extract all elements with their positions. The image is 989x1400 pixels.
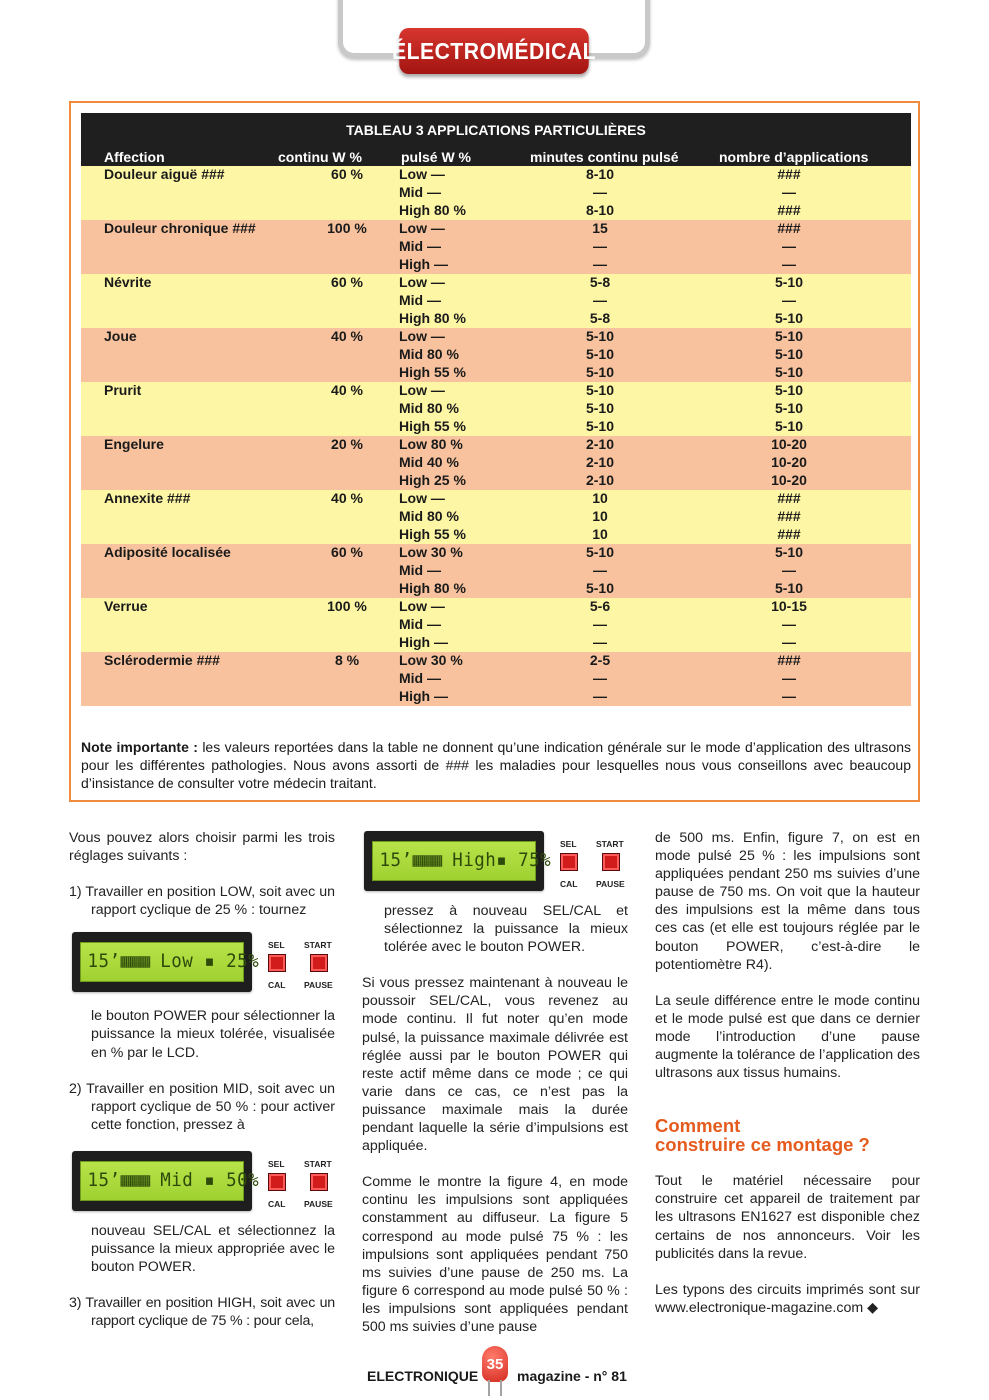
minutes-cell: 2-10 <box>585 436 615 452</box>
led-pin-icon <box>500 1380 502 1396</box>
table-row <box>81 166 911 184</box>
table-box <box>69 101 920 802</box>
bargraph-icon: ▦▦▦ <box>120 1169 150 1191</box>
nombre-cell: ### <box>777 526 801 542</box>
minutes-cell: — <box>593 238 607 254</box>
table-row <box>81 328 911 346</box>
paragraph: 1) Travailler en position LOW, soit avec un rapport cyclique de 25 % : tournez <box>69 884 335 919</box>
table-row <box>81 400 911 418</box>
nombre-cell: — <box>782 238 796 254</box>
table-row <box>81 238 911 256</box>
lcd-screen: 15’▦▦▦ Mid ▪ 50% <box>80 1161 244 1201</box>
pulse-cell: Mid 80 % <box>399 346 459 362</box>
minutes-cell: — <box>593 616 607 632</box>
minutes-cell: 2-10 <box>585 454 615 470</box>
bargraph-icon: ▦▦▦ <box>120 950 150 972</box>
affection-cell: Joue <box>104 328 137 344</box>
nombre-cell: 5-10 <box>774 346 804 362</box>
start-pause-button[interactable] <box>310 954 328 972</box>
minutes-cell: 8-10 <box>585 166 615 182</box>
nombre-cell: 5-10 <box>774 418 804 434</box>
paragraph: 2) Travailler en position MID, soit avec un rapport cyclique de 50 % : pour activer cette fonction, pressez à <box>69 1080 335 1133</box>
minutes-cell: 5-10 <box>585 418 615 434</box>
minutes-cell: — <box>593 292 607 308</box>
nombre-cell: ### <box>777 490 801 506</box>
pulse-cell: Mid — <box>399 562 441 578</box>
button-panel <box>268 1149 342 1213</box>
cal-label: CAL <box>268 980 286 990</box>
cal-label: CAL <box>268 1199 286 1209</box>
table-row <box>81 616 911 634</box>
table-row <box>81 184 911 202</box>
minutes-cell: — <box>593 670 607 686</box>
footer-left: ELECTRONIQUE <box>367 1368 479 1384</box>
continu-cell: 100 % <box>327 598 367 614</box>
affection-cell: Prurit <box>104 382 142 398</box>
table-row <box>81 346 911 364</box>
continu-cell: 40 % <box>331 490 363 506</box>
section-title: Comment construire ce montage ? <box>655 1115 870 1156</box>
nombre-cell: 10-20 <box>771 436 807 452</box>
minutes-cell: 15 <box>592 220 608 236</box>
paragraph: 3) Travailler en position HIGH, soit avec un rapport cyclique de 75 % : pour cela, <box>69 1295 335 1330</box>
lcd-time: 15’ <box>379 849 413 871</box>
column-header: continu W % <box>278 149 362 165</box>
continu-cell: 60 % <box>331 274 363 290</box>
paragraph: Les typons des circuits imprimés sont sur www.electronique-magazine.com ◆ <box>655 1281 920 1316</box>
paragraph: La seule différence entre le mode continu et le mode pulsé est que dans ce dernier mode l’introduction d’une pause augmente la tolérance de l’application des ultrasons aux tissus humains. <box>655 992 921 1082</box>
table-group <box>81 544 911 598</box>
sel-cal-button[interactable] <box>268 1173 286 1191</box>
continu-cell: 60 % <box>331 544 363 560</box>
section-banner: ÉLECTROMÉDICAL <box>399 28 589 74</box>
lcd-display <box>72 932 260 992</box>
pulse-cell: Mid 80 % <box>399 400 459 416</box>
paragraph: Vous pouvez alors choisir parmi les trois réglages suivants : <box>69 830 335 865</box>
table-row <box>81 292 911 310</box>
minutes-cell: 5-10 <box>585 580 615 596</box>
minutes-cell: 5-10 <box>585 382 615 398</box>
nombre-cell: — <box>782 688 796 704</box>
table-title: TABLEAU 3 APPLICATIONS PARTICULIÈRES <box>81 113 911 140</box>
pulse-cell: Low — <box>399 598 445 614</box>
paragraph: le bouton POWER pour sélectionner la puissance la mieux tolérée, visualisée en % par le LCD. <box>91 1008 335 1061</box>
lcd-mode: Low <box>160 950 194 972</box>
table-row <box>81 256 911 274</box>
table-row <box>81 220 911 238</box>
text-column-2 <box>362 829 628 1336</box>
button-panel <box>268 930 342 994</box>
column-header: Affection <box>104 149 165 165</box>
affection-cell: Douleur chronique ### <box>104 220 256 236</box>
start-label: START <box>304 1159 332 1169</box>
paragraph: de 500 ms. Enfin, figure 7, on est en mode pulsé 25 % : les impulsions sont appliquées pendant 250 ms suivies d’une pause de 750 ms. On voit que la hauteur des impulsions est la même dans tous ces cas (et elle est toujours réglée par le bouton POWER, c’est-à-dire le potentiomètre R4). <box>655 830 920 973</box>
pulse-cell: Low 30 % <box>399 544 463 560</box>
minutes-cell: 8-10 <box>585 202 615 218</box>
lcd-mode: High <box>452 849 497 871</box>
table-group <box>81 166 911 220</box>
pulse-cell: Low — <box>399 328 445 344</box>
minutes-cell: 5-8 <box>589 274 611 290</box>
continu-cell: 20 % <box>331 436 363 452</box>
nombre-cell: — <box>782 670 796 686</box>
table-row <box>81 598 911 616</box>
nombre-cell: 5-10 <box>774 580 804 596</box>
table-row <box>81 544 911 562</box>
table-row <box>81 382 911 400</box>
pulse-cell: High 80 % <box>399 580 466 596</box>
pulse-cell: High 55 % <box>399 526 466 542</box>
nombre-cell: 10-20 <box>771 454 807 470</box>
nombre-cell: ### <box>777 508 801 524</box>
minutes-cell: 10 <box>592 490 608 506</box>
pulse-cell: Mid — <box>399 670 441 686</box>
pulse-cell: Mid 80 % <box>399 508 459 524</box>
column-header: pulsé W % <box>401 149 472 165</box>
affection-cell: Sclérodermie ### <box>104 652 220 668</box>
pulse-cell: High 25 % <box>399 472 466 488</box>
paragraph: nouveau SEL/CAL et sélectionnez la puissance la mieux appropriée avec le bouton POWER. <box>91 1222 335 1276</box>
led-pin-icon <box>488 1380 490 1396</box>
pulse-cell: High 55 % <box>399 364 466 380</box>
lcd-screen: 15’▦▦▦ High▪ 75% <box>372 841 536 881</box>
nombre-cell: 5-10 <box>774 364 804 380</box>
start-label: START <box>304 940 332 950</box>
affection-cell: Annexite ### <box>104 490 191 506</box>
paragraph: Si vous pressez maintenant à nouveau le poussoir SEL/CAL, vous revenez au mode continu. Il fut noter qu’en mode pulsé, la puissance maximale délivrée est réglée aussi par le bouton POWER qui reste actif même dans ce mode ; ce qui varie dans ce cas, ce n’est pas la puissance maximale mais la durée pendant laquelle la série d’impulsions est appliquée. <box>362 975 628 1155</box>
minutes-cell: 5-6 <box>589 598 611 614</box>
pulse-cell: Low — <box>399 382 445 398</box>
minutes-cell: — <box>593 562 607 578</box>
pulse-cell: Mid — <box>399 616 441 632</box>
column-header: minutes continu pulsé <box>530 149 679 165</box>
lcd-value: 75% <box>518 849 552 871</box>
table-row <box>81 508 911 526</box>
table-body <box>81 166 911 706</box>
pulse-cell: Low 30 % <box>399 652 463 668</box>
nombre-cell: 5-10 <box>774 328 804 344</box>
minutes-cell: 5-10 <box>585 346 615 362</box>
pulse-cell: Mid — <box>399 292 441 308</box>
continu-cell: 8 % <box>334 652 360 668</box>
minutes-cell: 2-10 <box>585 472 615 488</box>
column-header: nombre d’applications <box>719 149 869 165</box>
table-note <box>81 738 911 792</box>
nombre-cell: ### <box>777 220 801 236</box>
sel-cal-button[interactable] <box>268 954 286 972</box>
minutes-cell: 10 <box>592 508 608 524</box>
continu-cell: 60 % <box>331 166 363 182</box>
table-row <box>81 670 911 688</box>
pulse-cell: Mid — <box>399 184 441 200</box>
pulse-cell: High — <box>399 688 448 704</box>
nombre-cell: — <box>782 256 796 272</box>
nombre-cell: ### <box>777 166 801 182</box>
minutes-cell: 5-8 <box>589 310 611 326</box>
minutes-cell: — <box>593 184 607 200</box>
pulse-cell: Mid 40 % <box>399 454 459 470</box>
sel-label: SEL <box>268 1159 285 1169</box>
lcd-screen: 15’▦▦▦ Low ▪ 25% <box>80 942 244 982</box>
page-number: 35 <box>482 1346 508 1382</box>
note-label: Note importante : <box>81 739 198 755</box>
pulse-cell: Low — <box>399 490 445 506</box>
table-group <box>81 490 911 544</box>
table-row <box>81 634 911 652</box>
sel-label: SEL <box>268 940 285 950</box>
continu-cell: 40 % <box>331 328 363 344</box>
nombre-cell: 10-15 <box>771 598 807 614</box>
table-group <box>81 328 911 382</box>
pulse-cell: High 80 % <box>399 310 466 326</box>
table-row <box>81 436 911 454</box>
table-row <box>81 472 911 490</box>
table-row <box>81 454 911 472</box>
minutes-cell: — <box>593 688 607 704</box>
table-group <box>81 598 911 652</box>
minutes-cell: 5-10 <box>585 544 615 560</box>
pulse-cell: High 55 % <box>399 418 466 434</box>
bargraph-icon: ▦▦▦ <box>412 849 442 871</box>
nombre-cell: ### <box>777 202 801 218</box>
lcd-time: 15’ <box>87 1169 121 1191</box>
continu-cell: 40 % <box>331 382 363 398</box>
table-group <box>81 652 911 706</box>
table-row <box>81 688 911 706</box>
text-column-3 <box>655 829 920 1317</box>
lcd-display <box>72 1151 260 1211</box>
minutes-cell: 5-10 <box>585 364 615 380</box>
pause-label: PAUSE <box>596 879 625 889</box>
table-group <box>81 382 911 436</box>
table-row <box>81 418 911 436</box>
page-footer <box>367 1355 637 1388</box>
table-group <box>81 220 911 274</box>
affection-cell: Névrite <box>104 274 152 290</box>
pulse-cell: Low — <box>399 220 445 236</box>
pulse-cell: Mid — <box>399 238 441 254</box>
footer-right: magazine - n° 81 <box>517 1368 627 1384</box>
pulse-cell: Low — <box>399 166 445 182</box>
start-pause-button[interactable] <box>310 1173 328 1191</box>
table-row <box>81 490 911 508</box>
lcd-mode: Mid <box>160 1169 194 1191</box>
note-text: les valeurs reportées dans la table ne donnent qu’une indication générale sur le mode d’application des ultrasons pour les différentes pathologies. Nous avons assorti de ### les maladies pour lesquelles nous vous conseillons avec beaucoup d’insistance de consulter votre médecin traitant. <box>81 739 911 791</box>
table-row <box>81 580 911 598</box>
nombre-cell: 5-10 <box>774 382 804 398</box>
affection-cell: Engelure <box>104 436 164 452</box>
paragraph: Comme le montre la figure 4, en mode continu les impulsions sont appliquées constamment au diffuseur. La figure 5 correspond au mode pulsé 75 % : les impulsions sont appliquées pendant 750 ms suivies d’une pause de 250 ms. La figure 6 correspond au mode pulsé 50 % : les impulsions sont appliquées pendant 500 ms suivies d’une pause <box>362 1174 628 1335</box>
nombre-cell: 5-10 <box>774 400 804 416</box>
minutes-cell: 10 <box>592 526 608 542</box>
text-column-1 <box>69 829 335 1330</box>
applications-table <box>81 113 911 706</box>
pause-label: PAUSE <box>304 980 333 990</box>
table-row <box>81 274 911 292</box>
pulse-cell: High — <box>399 634 448 650</box>
affection-cell: Adiposité localisée <box>104 544 231 560</box>
sel-label: SEL <box>560 839 577 849</box>
table-row <box>81 364 911 382</box>
lcd-figure-mid <box>72 1149 342 1213</box>
table-row <box>81 310 911 328</box>
lcd-figure-low <box>72 930 342 994</box>
nombre-cell: — <box>782 634 796 650</box>
table-row <box>81 562 911 580</box>
nombre-cell: 5-10 <box>774 274 804 290</box>
minutes-cell: 5-10 <box>585 400 615 416</box>
nombre-cell: — <box>782 562 796 578</box>
table-group <box>81 274 911 328</box>
pulse-cell: Low 80 % <box>399 436 463 452</box>
affection-cell: Douleur aiguë ### <box>104 166 225 182</box>
lcd-time: 15’ <box>87 950 121 972</box>
affection-cell: Verrue <box>104 598 148 614</box>
paragraph: Tout le matériel nécessaire pour construire cet appareil de traitement par les ultrasons EN1627 est disponible chez certains de nos annonceurs. Voir les publicités dans la revue. <box>655 1173 920 1262</box>
table-group <box>81 436 911 490</box>
pulse-cell: High — <box>399 256 448 272</box>
lcd-value: 50% <box>226 1169 260 1191</box>
pulse-cell: High 80 % <box>399 202 466 218</box>
nombre-cell: 10-20 <box>771 472 807 488</box>
nombre-cell: — <box>782 616 796 632</box>
minutes-cell: — <box>593 256 607 272</box>
lcd-value: 25% <box>226 950 260 972</box>
minutes-cell: — <box>593 634 607 650</box>
table-row <box>81 652 911 670</box>
table-row <box>81 202 911 220</box>
pause-label: PAUSE <box>304 1199 333 1209</box>
cal-label: CAL <box>560 879 578 889</box>
pulse-cell: Low — <box>399 274 445 290</box>
nombre-cell: — <box>782 184 796 200</box>
minutes-cell: 5-10 <box>585 328 615 344</box>
minutes-cell: 2-5 <box>589 652 611 668</box>
table-row <box>81 526 911 544</box>
nombre-cell: ### <box>777 652 801 668</box>
nombre-cell: 5-10 <box>774 310 804 326</box>
start-label: START <box>596 839 624 849</box>
continu-cell: 100 % <box>327 220 367 236</box>
nombre-cell: — <box>782 292 796 308</box>
table-header <box>81 140 911 166</box>
nombre-cell: 5-10 <box>774 544 804 560</box>
paragraph: pressez à nouveau SEL/CAL et sélectionnez la puissance la mieux tolérée avec le bouton POWER. <box>384 903 628 956</box>
